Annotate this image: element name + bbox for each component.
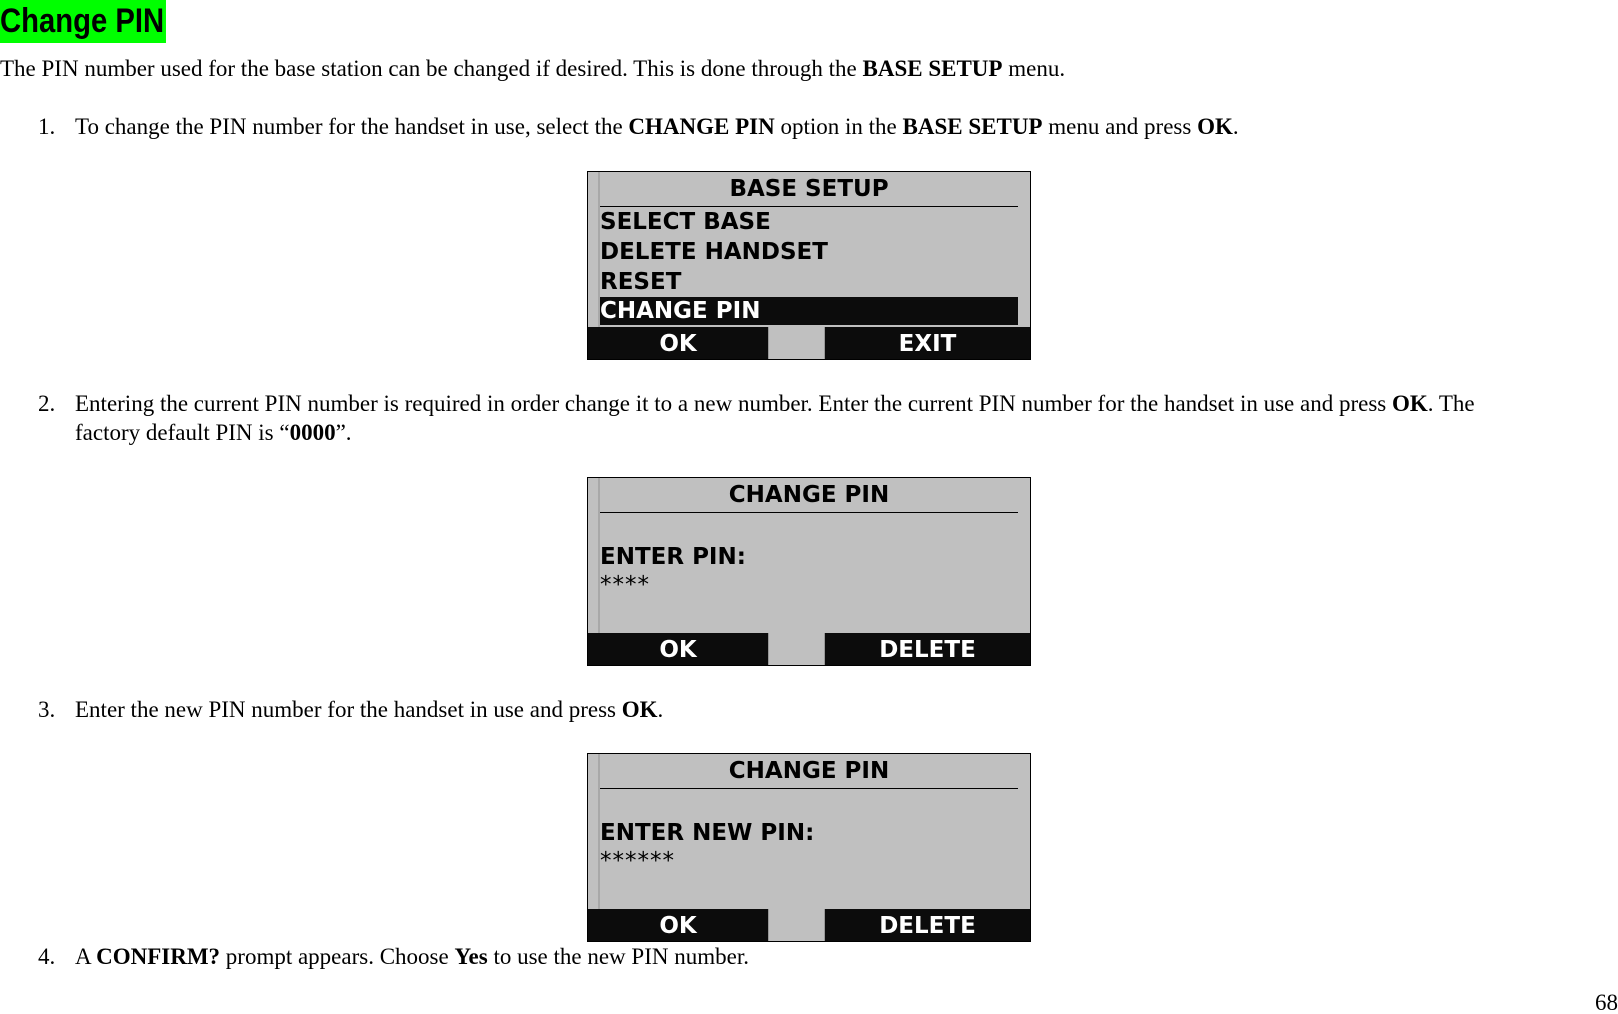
softkey-spacer xyxy=(768,909,825,941)
lcd-screen-enter-pin xyxy=(587,477,1031,666)
intro-paragraph xyxy=(0,56,1065,82)
softkey-ok[interactable]: OK xyxy=(588,633,768,665)
menu-item-delete-handset[interactable]: DELETE HANDSET xyxy=(600,239,828,265)
lcd-title: CHANGE PIN xyxy=(728,758,890,784)
lcd-screen-enter-new-pin xyxy=(587,753,1031,942)
softkey-ok[interactable]: OK xyxy=(588,327,768,359)
lcd-title: BASE SETUP xyxy=(729,176,889,202)
pin-prompt-label: ENTER PIN: xyxy=(600,544,746,570)
divider xyxy=(600,788,1018,789)
step-4-text: A CONFIRM? prompt appears. Choose Yes to use the new PIN number. xyxy=(75,944,749,969)
pin-input[interactable]: **** xyxy=(600,572,650,598)
softkey-delete[interactable]: DELETE xyxy=(825,909,1030,941)
menu-item-reset[interactable]: RESET xyxy=(600,269,682,295)
menu-item-change-pin-selected[interactable]: CHANGE PIN xyxy=(600,297,1018,325)
bold-text: BASE SETUP xyxy=(862,56,1003,81)
step-3-text: Enter the new PIN number for the handset in use and press OK. xyxy=(75,697,664,722)
step-number: 3. xyxy=(38,697,56,722)
step-number: 4. xyxy=(38,944,56,969)
softkey-exit[interactable]: EXIT xyxy=(825,327,1030,359)
softkey-ok[interactable]: OK xyxy=(588,909,768,941)
menu-item-select-base[interactable]: SELECT BASE xyxy=(600,209,771,235)
divider xyxy=(600,512,1018,513)
step-number: 1. xyxy=(38,114,56,139)
step-number: 2. xyxy=(38,391,56,416)
step-2-text: Entering the current PIN number is required in order change it to a new number. Enter the current PIN number for the handset in use and press OK. The xyxy=(75,391,1475,416)
lcd-title: CHANGE PIN xyxy=(728,482,890,508)
step-1-text: To change the PIN number for the handset in use, select the CHANGE PIN option in the BASE SETUP menu and press OK. xyxy=(75,114,1239,139)
new-pin-input[interactable]: ****** xyxy=(600,848,675,874)
text: menu. xyxy=(1002,56,1066,81)
step-2-text-line2: factory default PIN is “0000”. xyxy=(75,420,352,445)
lcd-screen-base-setup xyxy=(587,171,1031,360)
softkey-spacer xyxy=(768,633,825,665)
new-pin-prompt-label: ENTER NEW PIN: xyxy=(600,820,815,846)
softkey-spacer xyxy=(768,327,825,359)
divider xyxy=(600,206,1018,207)
softkey-delete[interactable]: DELETE xyxy=(825,633,1030,665)
section-heading: Change PIN xyxy=(0,0,166,43)
page-number: 68 xyxy=(1595,990,1618,1014)
text: The PIN number used for the base station can be changed if desired. This is done through the xyxy=(0,56,863,81)
